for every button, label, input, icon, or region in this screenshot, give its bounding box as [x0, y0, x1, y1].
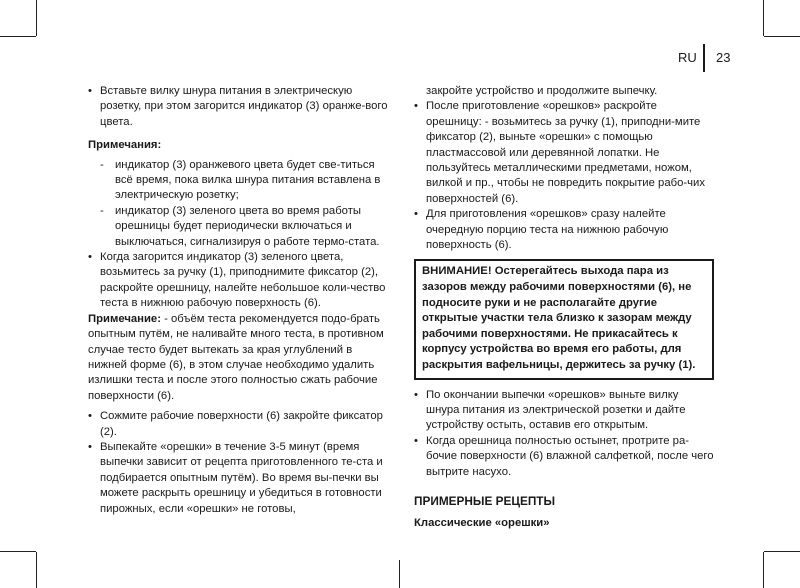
continued-text: закройте устройство и продолжите выпечку. [426, 85, 658, 97]
list-item: • После приготовление «орешков» раскройте орешницу: - возьмитесь за ручку (1), приподни-мите фиксатор (2), выньте «орешки» с помощью пластмассовой или деревянной лопатки. Не пользуйтесь металлическими предметами, ножом, вилкой и пр., чтобы не повредить покрытие рабо-чих поверхностей (6). [414, 99, 714, 207]
crop-mark [36, 0, 37, 36]
warning-box: ВНИМАНИЕ! Остерегайтесь выхода пара из зазоров между рабочими поверхностями (6), не подносите руки и не располагайте другие открытые участки тела близко к зазорам между рабочими поверхностями. Не прикасайтесь к корпусу устройства во время его работы, для раскрытия вафельницы, держитесь за ручку (1). [414, 259, 714, 379]
page-number: 23 [716, 50, 731, 65]
spacer [88, 130, 388, 135]
note-label: Примечание: [88, 312, 161, 325]
list-item: • Выпекайте «орешки» в течение 3-5 минут (время выпечки зависит от рецепта приготовленного те-ста и подбирается опытным путём). Во время вы-печки вы можете раскрыть орешницу и убедиться в готовности пирожных, если «орешки» не готовы, [88, 440, 388, 517]
left-column [88, 84, 388, 517]
notes-heading: Примечания: [88, 139, 162, 152]
list-item: • По окончании выпечки «орешков» выньте вилку шнура питания из электрической розетки и дайте устройству остыть, оставив его открытым. [414, 388, 714, 434]
dash-item: - индикатор (3) зеленого цвета во время работы орешницы будет периодически включаться и выключаться, сигнализируя о работе термо-стата. [88, 204, 388, 250]
subsection-title: Классические «орешки» [414, 517, 550, 530]
dash-item: - индикатор (3) оранжевого цвета будет све-титься всё время, пока вилка шнура питания вставлена в электрическую розетку; [88, 158, 388, 204]
note-paragraph [88, 312, 388, 404]
language-label: RU [678, 50, 697, 65]
crop-mark [764, 36, 800, 37]
crop-mark [764, 551, 800, 552]
note-text: - объём теста рекомендуется подо-брать опытным путём, не наливайте много теста, в противном случае тесто будет вытекать за края углублений в нижней форме (6), в этом случае необходимо удалить излишки теста и после этого полностью сжать рабочие поверхности (6). [88, 312, 384, 402]
crop-mark [0, 36, 36, 37]
crop-mark [763, 0, 764, 36]
list-item: • Сожмите рабочие поверхности (6) закройте фиксатор (2). [88, 409, 388, 440]
section-title: ПРИМЕРНЫЕ РЕЦЕПТЫ [414, 494, 556, 509]
crop-mark [399, 560, 400, 588]
header-divider [703, 44, 705, 72]
crop-mark [0, 551, 36, 552]
list-item: • Вставьте вилку шнура питания в электрическую розетку, при этом загорится индикатор (3) оранже-вого цвета. [88, 84, 388, 130]
list-item: • Когда загорится индикатор (3) зеленого цвета, возьмитесь за ручку (1), приподнимите фиксатор (2), раскройте орешницу, налейте небольшое коли-чество теста в нижнюю рабочую поверхность (6). [88, 250, 388, 312]
list-item: • Когда орешница полностью остынет, протрите ра-бочие поверхности (6) влажной салфеткой, после чего вытрите насухо. [414, 434, 714, 480]
right-column [414, 84, 714, 532]
list-item: • Для приготовления «орешков» сразу налейте очередную порцию теста на нижнюю рабочую поверхность (6). [414, 207, 714, 253]
crop-mark [36, 552, 37, 588]
crop-mark [763, 552, 764, 588]
